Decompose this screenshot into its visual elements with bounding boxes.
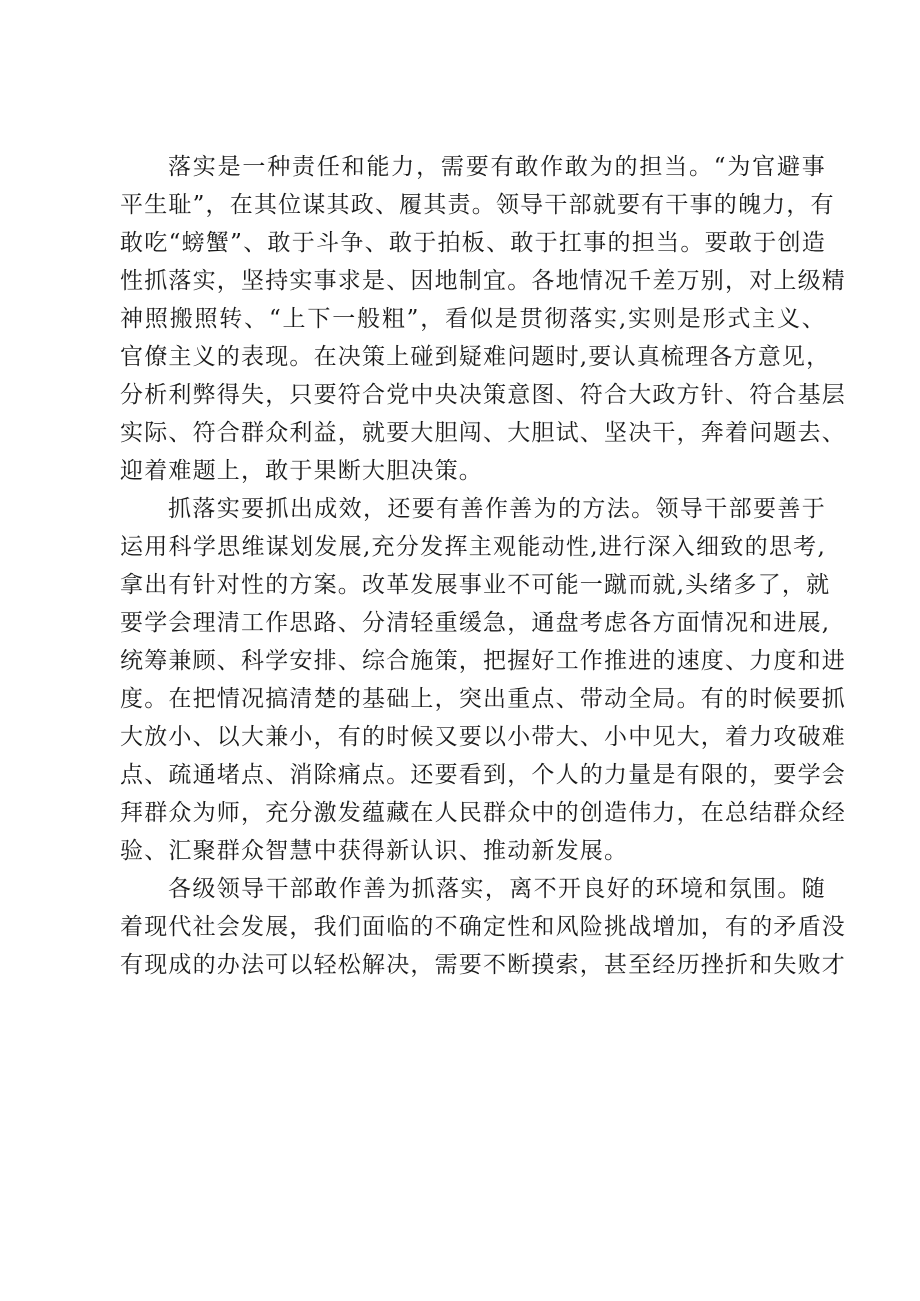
paragraph-line: 统筹兼顾、科学安排、综合施策，把握好工作推进的速度、力度和进 bbox=[120, 648, 846, 674]
paragraph-1 bbox=[120, 148, 846, 490]
paragraph-line: 迎着难题上，敢于果断大胆决策。 bbox=[120, 458, 483, 484]
paragraph-line: 分析利弊得失，只要符合党中央决策意图、符合大政方针、符合基层 bbox=[120, 382, 846, 408]
paragraph-line: 实际、符合群众利益，就要大胆闯、大胆试、坚决干，奔着问题去、 bbox=[120, 420, 846, 446]
paragraph-line: 有现成的办法可以轻松解决，需要不断摸索，甚至经历挫折和失败才 bbox=[120, 952, 846, 978]
paragraph-line: 平生耻”，在其位谋其政、履其责。领导干部就要有干事的魄力，有 bbox=[120, 192, 835, 218]
paragraph-line: 官僚主义的表现。在决策上碰到疑难问题时,要认真梳理各方意见， bbox=[120, 344, 831, 370]
paragraph-line: 验、汇聚群众智慧中获得新认识、推动新发展。 bbox=[120, 838, 629, 864]
paragraph-line: 各级领导干部敢作善为抓落实，离不开良好的环境和氛围。随 bbox=[168, 876, 826, 902]
paragraph-line: 大放小、以大兼小，有的时候又要以小带大、小中见大，着力攻破难 bbox=[120, 724, 846, 750]
paragraph-3 bbox=[120, 870, 846, 984]
paragraph-line: 点、疏通堵点、消除痛点。还要看到，个人的力量是有限的，要学会 bbox=[120, 762, 846, 788]
paragraph-line: 落实是一种责任和能力，需要有敢作敢为的担当。“为官避事 bbox=[168, 154, 826, 180]
paragraph-line: 抓落实要抓出成效，还要有善作善为的方法。领导干部要善于 bbox=[168, 496, 826, 522]
paragraph-line: 拿出有针对性的方案。改革发展事业不可能一蹴而就,头绪多了，就 bbox=[120, 572, 831, 598]
paragraph-line: 要学会理清工作思路、分清轻重缓急，通盘考虑各方面情况和进展, bbox=[120, 610, 831, 636]
document-body bbox=[120, 148, 846, 984]
paragraph-line: 度。在把情况搞清楚的基础上，突出重点、带动全局。有的时候要抓 bbox=[120, 686, 846, 712]
paragraph-line: 着现代社会发展，我们面临的不确定性和风险挑战增加，有的矛盾没 bbox=[120, 914, 846, 940]
paragraph-2 bbox=[120, 490, 846, 870]
paragraph-line: 神照搬照转、“上下一般粗”，看似是贯彻落实,实则是形式主义、 bbox=[120, 306, 826, 332]
paragraph-line: 敢吃“螃蟹”、敢于斗争、敢于拍板、敢于扛事的担当。要敢于创造 bbox=[120, 230, 826, 256]
paragraph-line: 性抓落实，坚持实事求是、因地制宜。各地情况千差万别，对上级精 bbox=[120, 268, 846, 294]
paragraph-line: 运用科学思维谋划发展,充分发挥主观能动性,进行深入细致的思考, bbox=[120, 534, 826, 560]
paragraph-line: 拜群众为师，充分激发蕴藏在人民群众中的创造伟力，在总结群众经 bbox=[120, 800, 846, 826]
